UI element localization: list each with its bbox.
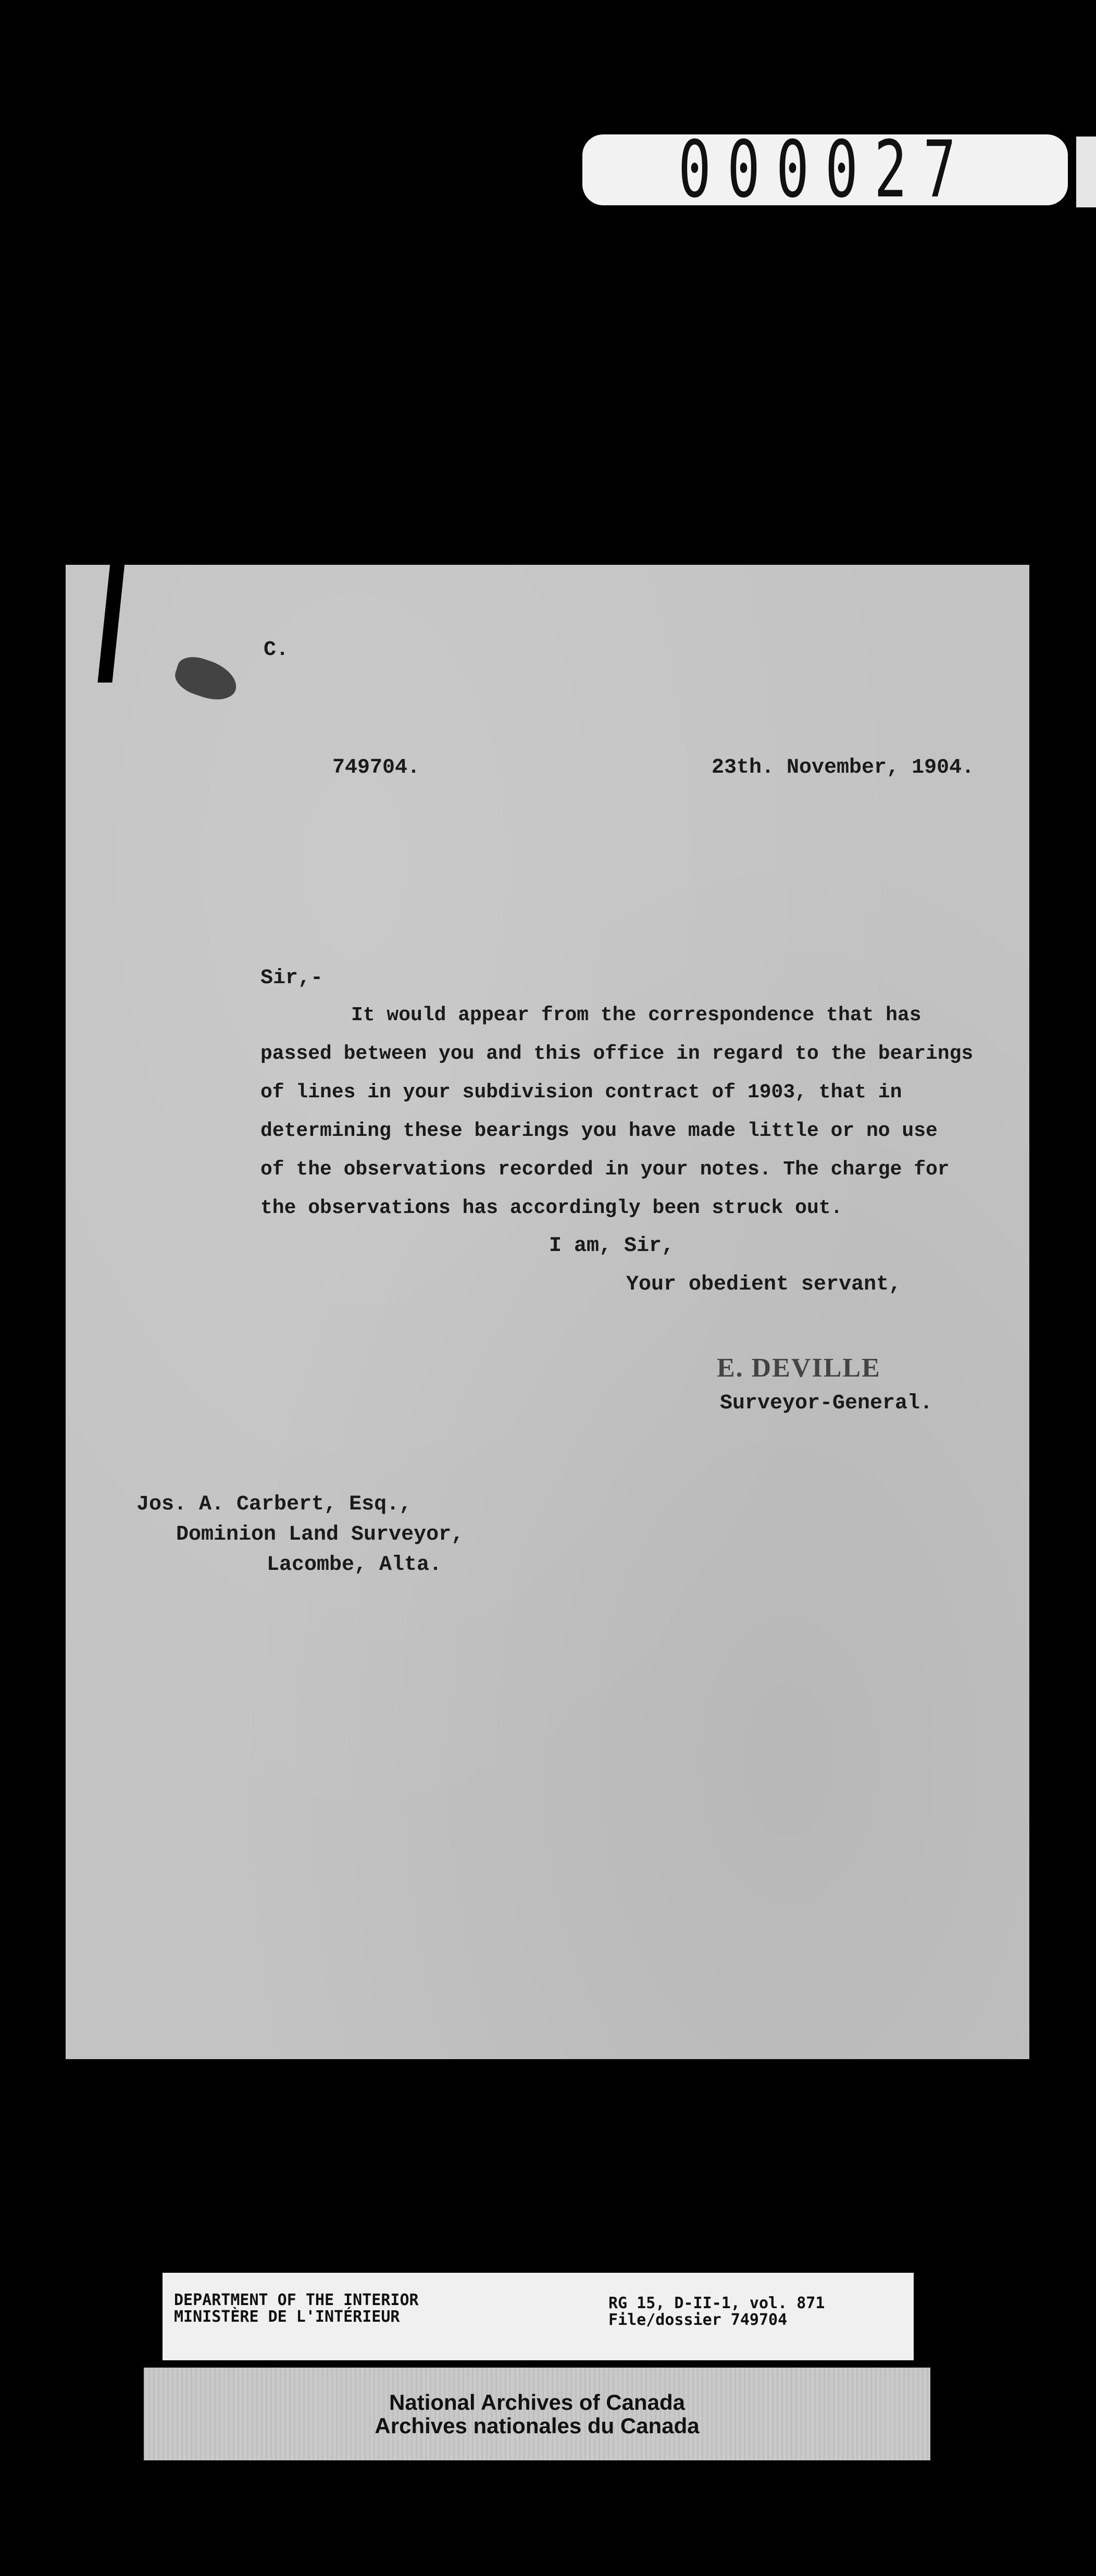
signature-name: E. DEVILLE — [717, 1353, 881, 1383]
closing-line: I am, Sir, — [549, 1234, 675, 1258]
body-line: of the observations recorded in your notes. The charge for — [260, 1158, 950, 1181]
body-line: determining these bearings you have made little or no use — [260, 1120, 938, 1142]
microfilm-label — [163, 2273, 914, 2360]
body-line: passed between you and this office in regard to the bearings — [260, 1043, 974, 1065]
addressee-line: Lacombe, Alta. — [267, 1553, 442, 1577]
archives-credit — [144, 2368, 930, 2460]
file-number: 749704. — [332, 756, 420, 779]
frame-number-label — [582, 125, 1068, 215]
archives-name-english: National Archives of Canada — [389, 2389, 685, 2414]
addressee-line: Jos. A. Carbert, Esq., — [136, 1493, 412, 1516]
department-english: DEPARTMENT OF THE INTERIOR — [174, 2291, 419, 2309]
salutation: Sir,- — [260, 967, 323, 990]
body-line: the observations has accordingly been struck out. — [260, 1197, 843, 1219]
copy-mark: C. — [264, 638, 289, 662]
next-frame-edge — [1076, 137, 1096, 207]
record-group-reference: RG 15, D-II-1, vol. 871 — [608, 2294, 825, 2312]
archives-name-french: Archives nationales du Canada — [375, 2413, 700, 2438]
frame-number: 000027 — [678, 125, 973, 215]
body-line: of lines in your subdivision contract of 1903, that in — [260, 1081, 902, 1104]
file-reference: File/dossier 749704 — [608, 2311, 788, 2329]
addressee-line: Dominion Land Surveyor, — [176, 1523, 464, 1546]
closing-line: Your obedient servant, — [626, 1273, 902, 1296]
letter-date: 23th. November, 1904. — [712, 756, 975, 779]
body-line: It would appear from the correspondence that has — [351, 1004, 921, 1026]
department-french: MINISTÈRE DE L'INTÉRIEUR — [174, 2308, 400, 2326]
letter-page — [66, 565, 1029, 2059]
signature-title: Surveyor-General. — [720, 1392, 933, 1415]
